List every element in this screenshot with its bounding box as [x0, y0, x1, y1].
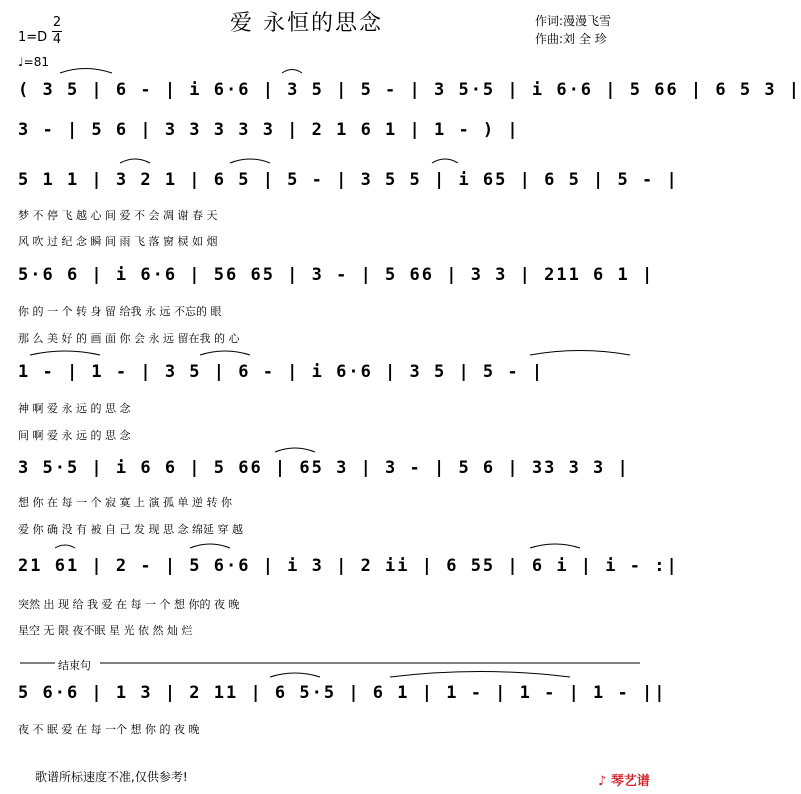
key-signature: 1=D — [18, 30, 48, 45]
tempo-marking: ♩=81 — [18, 55, 49, 69]
score-row-6: 3 5·5 | i 6 6 | 5 66 | 65 3 | 3 - | 5 6 | 33 3 3 | — [18, 458, 630, 478]
lyrics-row-4-verse-2: 那 么 美 好 的 画 面 你 会 永 远 留在我 的 心 — [18, 332, 240, 345]
score-row-3: 5 1 1 | 3 2 1 | 6 5 | 5 - | 3 5 5 | i 65 | 6 5 | 5 - | — [18, 170, 679, 190]
time-sig-top: 2 — [52, 15, 62, 30]
ending-label: 结束句 — [58, 659, 91, 672]
song-title: 爱 永恒的思念 — [230, 11, 383, 36]
score-row-4: 5·6 6 | i 6·6 | 56 65 | 3 - | 5 66 | 3 3 | 211 6 1 | — [18, 265, 655, 285]
score-row-5: 1 - | 1 - | 3 5 | 6 - | i 6·6 | 3 5 | 5 - | — [18, 362, 545, 382]
composer-credit: 作曲:刘 全 珍 — [535, 32, 607, 46]
lyrics-row-5-verse-1: 神 啊 爱 永 远 的 思 念 — [18, 402, 131, 415]
lyrics-row-4-verse-1: 你 的 一 个 转 身 留 给我 永 远 不忘的 眼 — [18, 305, 222, 318]
logo-icon: ♪ — [598, 774, 607, 789]
site-logo: ♪ 琴艺谱 — [598, 774, 650, 789]
lyrics-row-6-verse-2: 爱 你 确 没 有 被 自 己 发 现 思 念 绵延 穿 越 — [18, 523, 243, 536]
score-row-8: 5 6·6 | 1 3 | 2 11 | 6 5·5 | 6 1 | 1 - | 1 - | 1 - || — [18, 683, 667, 703]
lyrics-row-3-verse-2: 风 吹 过 纪 念 瞬 间 雨 飞 落 窗 棂 如 烟 — [18, 235, 218, 248]
score-row-1: ( 3 5 | 6 - | i 6·6 | 3 5 | 5 - | 3 5·5 | i 6·6 | 5 66 | 6 5 3 | — [18, 80, 801, 100]
time-sig-bottom: 4 — [52, 32, 62, 47]
lyrics-row-8-verse-1: 夜 不 眠 爱 在 每 一个 想 你 的 夜 晚 — [18, 723, 200, 736]
score-row-2: 3 - | 5 6 | 3 3 3 3 3 | 2 1 6 1 | 1 - ) | — [18, 120, 520, 140]
quarter-note-icon: ♩ — [18, 55, 24, 69]
lyrics-row-7-verse-1: 突然 出 现 给 我 爱 在 每 一 个 想 你的 夜 晚 — [18, 598, 240, 611]
score-row-7: 21 61 | 2 - | 5 6·6 | i 3 | 2 ii | 6 55 | 6 i | i - :| — [18, 556, 679, 576]
lyrics-row-6-verse-1: 想 你 在 每 一 个 寂 寞 上 演 孤 单 逆 转 你 — [18, 496, 232, 509]
lyrics-row-7-verse-2: 星空 无 限 夜不眠 星 光 依 然 灿 烂 — [18, 624, 193, 637]
lyrics-row-3-verse-1: 梦 不 停 飞 越 心 间 爱 不 会 凋 谢 春 天 — [18, 209, 218, 222]
lyrics-row-5-verse-2: 间 啊 爱 永 远 的 思 念 — [18, 429, 131, 442]
footer-note: 歌谱所标速度不准,仅供参考! — [35, 770, 188, 784]
lyricist-credit: 作词:漫漫飞雪 — [535, 14, 612, 28]
